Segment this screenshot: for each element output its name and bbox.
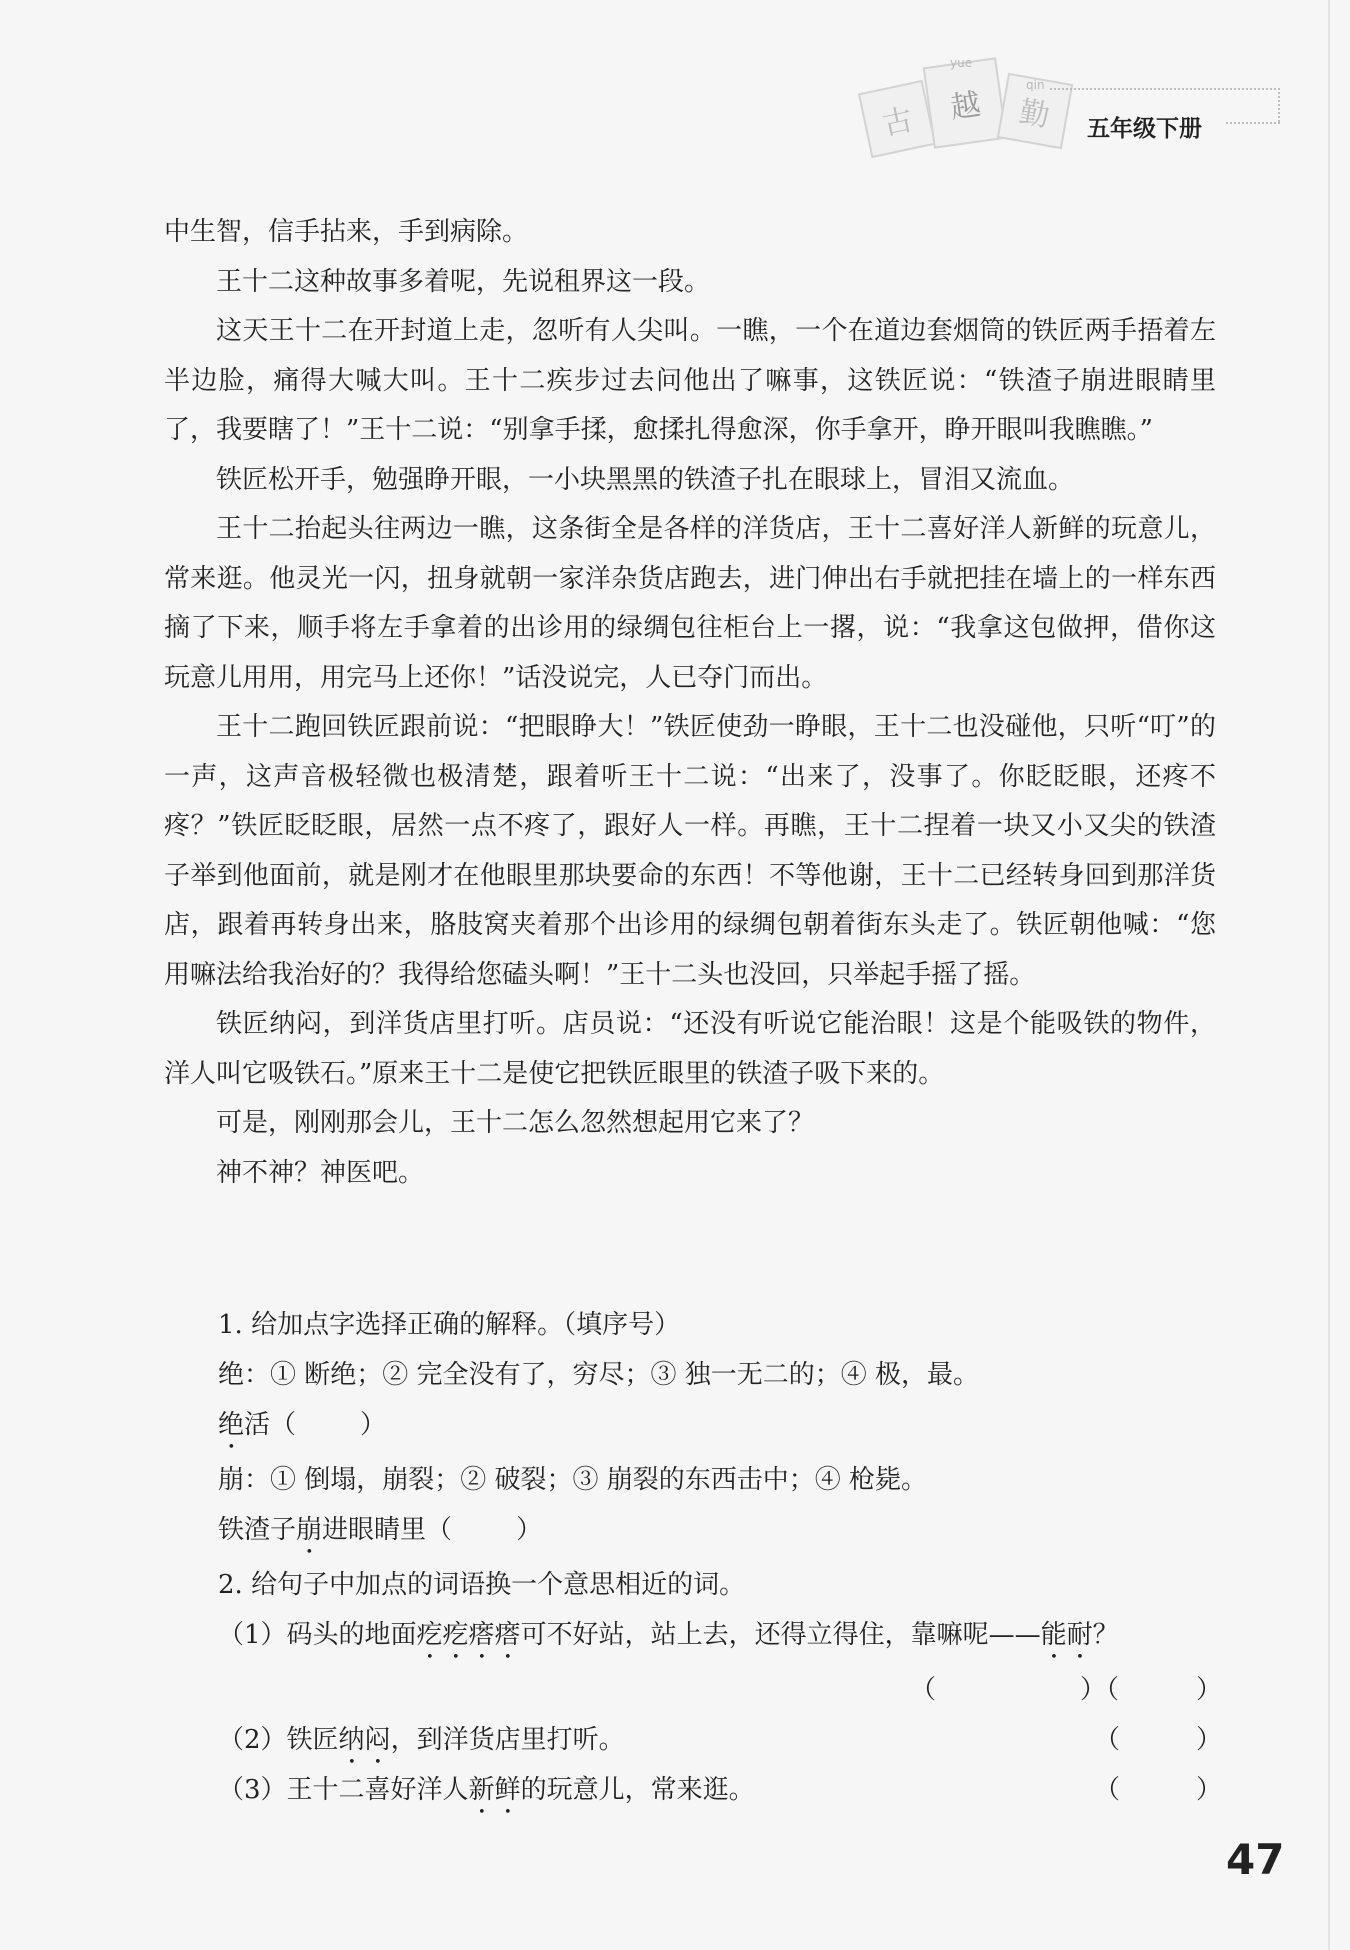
publisher-logo — [856, 52, 1066, 152]
answer-blank[interactable]: ） — [1196, 1725, 1223, 1755]
story-paragraph: 王十二抬起头往两边一瞧，这条街全是各样的洋货店，王十二喜好洋人新鲜的玩意儿，常来逛。他灵光一闪，扭身就朝一家洋杂货店跑去，进门伸出右手就把挂在墙上的一样东西摘了下来，顺手将左手拿着的出诊用的绿绸包往柜台上一撂，说：“我拿这包做押，借你这玩意儿用用，用完马上还你！”话没说完，人已夺门而出。 — [164, 514, 1216, 693]
dotted-char: 崩 — [296, 1515, 323, 1545]
header-divider — [1226, 122, 1280, 124]
logo-pinyin-yue: yue — [950, 56, 973, 70]
answer-blank[interactable]: （ — [1094, 1775, 1121, 1805]
story-paragraph: 铁匠纳闷，到洋货店里打听。店员说：“还没有听说它能治眼！这是个能吸铁的物件，洋人叫它吸铁石。”原来王十二是使它把铁匠眼里的铁渣子吸下来的。 — [164, 1009, 1216, 1089]
definition-beng: 崩：① 倒塌，崩裂；② 破裂；③ 崩裂的东西击中；④ 枪毙。 — [218, 1465, 928, 1495]
story-paragraph: 中生智，信手拈来，手到病除。 — [164, 217, 529, 247]
dotted-word: 新鲜 — [468, 1775, 521, 1805]
page-edge — [1328, 0, 1330, 1950]
grade-label: 五年级下册 — [1087, 116, 1202, 142]
story-paragraph: 王十二这种故事多着呢，先说租界这一段。 — [216, 266, 711, 297]
logo-pinyin-qin: qin — [1026, 78, 1045, 92]
page-number: 47 — [1226, 1835, 1285, 1884]
answer-blank[interactable]: ） — [1196, 1675, 1223, 1705]
question-1-item-2: 铁渣子崩进眼睛里（ ） — [218, 1515, 543, 1545]
sentence-1-answers — [218, 1665, 1223, 1715]
sentence-1: （1）码头的地面疙疙瘩瘩可不好站，站上去，还得立得住，靠嘛呢——能耐？ — [218, 1620, 1119, 1650]
story-text — [164, 208, 1216, 1198]
answer-blank[interactable]: （ — [910, 1675, 937, 1705]
dotted-word: 疙疙瘩瘩 — [416, 1620, 521, 1650]
answer-blank[interactable]: （ ） — [270, 1410, 387, 1440]
header-divider — [1278, 88, 1280, 122]
answer-blank[interactable]: （ ） — [426, 1515, 543, 1545]
sentence-2: （2）铁匠纳闷，到洋货店里打听。 （ ） — [218, 1715, 1218, 1765]
answer-blank[interactable]: ） — [1196, 1775, 1223, 1805]
story-paragraph: 王十二跑回铁匠跟前说：“把眼睁大！”铁匠使劲一睁眼，王十二也没碰他，只听“叮”的一声，这声音极轻微也极清楚，跟着听王十二说：“出来了，没事了。你眨眨眼，还疼不疼？”铁匠眨眨眼，居然一点不疼了，跟好人一样。再瞧，王十二捏着一块又小又尖的铁渣子举到他面前，就是刚才在他眼里那块要命的东西！不等他谢，王十二已经转身回到那洋货店，跟着再转身出来，胳肢窝夹着那个出诊用的绿绸包朝着街东头走了。铁匠朝他喊：“您用嘛法给我治好的？我得给您磕头啊！”王十二头也没回，只举起手摇了摇。 — [164, 712, 1216, 990]
story-paragraph: 神不神？神医吧。 — [216, 1157, 425, 1188]
dotted-word: 纳闷 — [338, 1725, 391, 1755]
question-1-title: 1. 给加点字选择正确的解释。（填序号） — [218, 1310, 681, 1340]
exercise-section — [218, 1300, 1223, 1815]
story-paragraph: 这天王十二在开封道上走，忽听有人尖叫。一瞧，一个在道边套烟筒的铁匠两手捂着左半边脸，痛得大喊大叫。王十二疾步过去问他出了嘛事，这铁匠说：“铁渣子崩进眼睛里了，我要瞎了！”王十二说：“别拿手揉，愈揉扎得愈深，你手拿开，睁开眼叫我瞧瞧。” — [164, 316, 1216, 445]
answer-blank[interactable]: （ — [1094, 1725, 1121, 1755]
logo-stamp-qin: 勤 — [997, 73, 1073, 149]
answer-blank[interactable]: ）（ — [1080, 1675, 1120, 1705]
story-paragraph: 铁匠松开手，勉强睁开眼，一小块黑黑的铁渣子扎在眼球上，冒泪又流血。 — [216, 464, 1075, 495]
question-1-item-1: 绝活（ ） — [218, 1410, 387, 1440]
story-paragraph: 可是，刚刚那会儿，王十二怎么忽然想起用它来了？ — [216, 1108, 815, 1138]
sentence-3: （3）王十二喜好洋人新鲜的玩意儿，常来逛。 （ ） — [218, 1765, 1218, 1815]
question-2-title: 2. 给句子中加点的词语换一个意思相近的词。 — [218, 1570, 746, 1600]
header-divider — [1050, 88, 1280, 90]
dotted-char: 绝 — [218, 1410, 245, 1440]
logo-stamp-yue: 越 — [923, 57, 1008, 149]
definition-jue: 绝：① 断绝；② 完全没有了，穷尽；③ 独一无二的；④ 极，最。 — [218, 1360, 980, 1390]
dotted-word: 能耐 — [1040, 1620, 1093, 1650]
logo-stamp-gu: 古 — [858, 80, 936, 158]
